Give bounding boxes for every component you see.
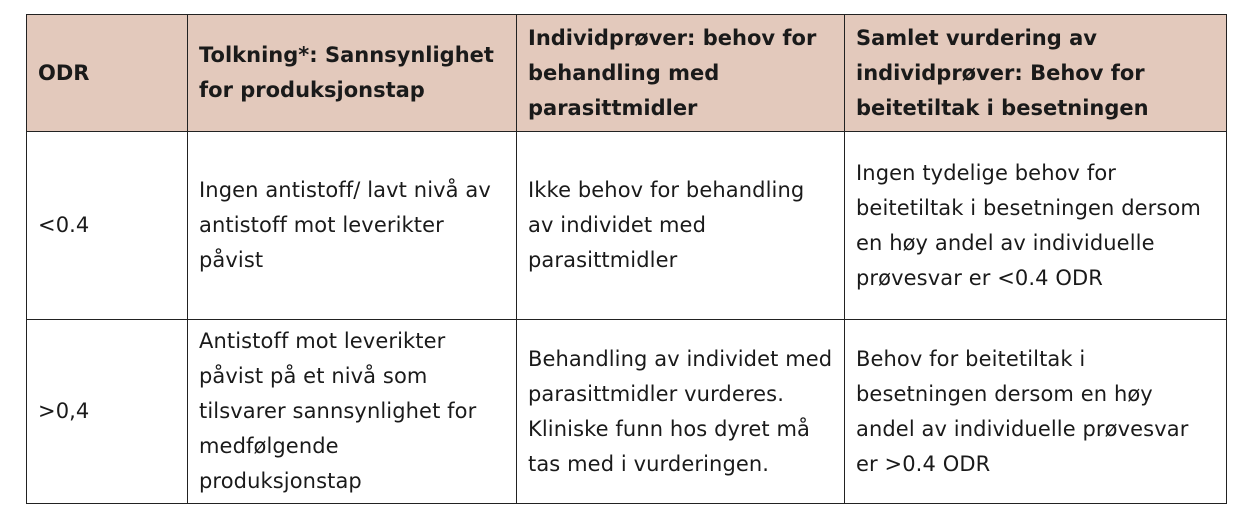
cell-odr-value: >0,4 [27,320,188,504]
cell-samlet-vurdering: Ingen tydelige behov for beitetiltak i besetningen dersom en høy andel av individuelle prøvesvar er <0.4 ODR [845,132,1227,320]
cell-odr-value: <0.4 [27,132,188,320]
header-tolkning: Tolkning*: Sannsynlighet for produksjonstap [188,15,517,132]
header-individprover: Individprøver: behov for behandling med parasittmidler [517,15,845,132]
cell-tolkning: Antistoff mot leverikter påvist på et nivå som tilsvarer sannsynlighet for medfølgende produksjonstap [188,320,517,504]
cell-individprover: Behandling av individet med parasittmidler vurderes. Kliniske funn hos dyret må tas med i vurderingen. [517,320,845,504]
table-row [27,320,1227,504]
table-header [27,15,1227,132]
table-row [27,132,1227,320]
table-body [27,132,1227,504]
header-samlet-vurdering: Samlet vurdering av individprøver: Behov for beitetiltak i besetningen [845,15,1227,132]
odr-interpretation-table [26,14,1227,504]
header-odr: ODR [27,15,188,132]
header-row [27,15,1227,132]
cell-samlet-vurdering: Behov for beitetiltak i besetningen dersom en høy andel av individuelle prøvesvar er >0.4 ODR [845,320,1227,504]
cell-tolkning: Ingen antistoff/ lavt nivå av antistoff mot leverikter påvist [188,132,517,320]
cell-individprover: Ikke behov for behandling av individet med parasittmidler [517,132,845,320]
